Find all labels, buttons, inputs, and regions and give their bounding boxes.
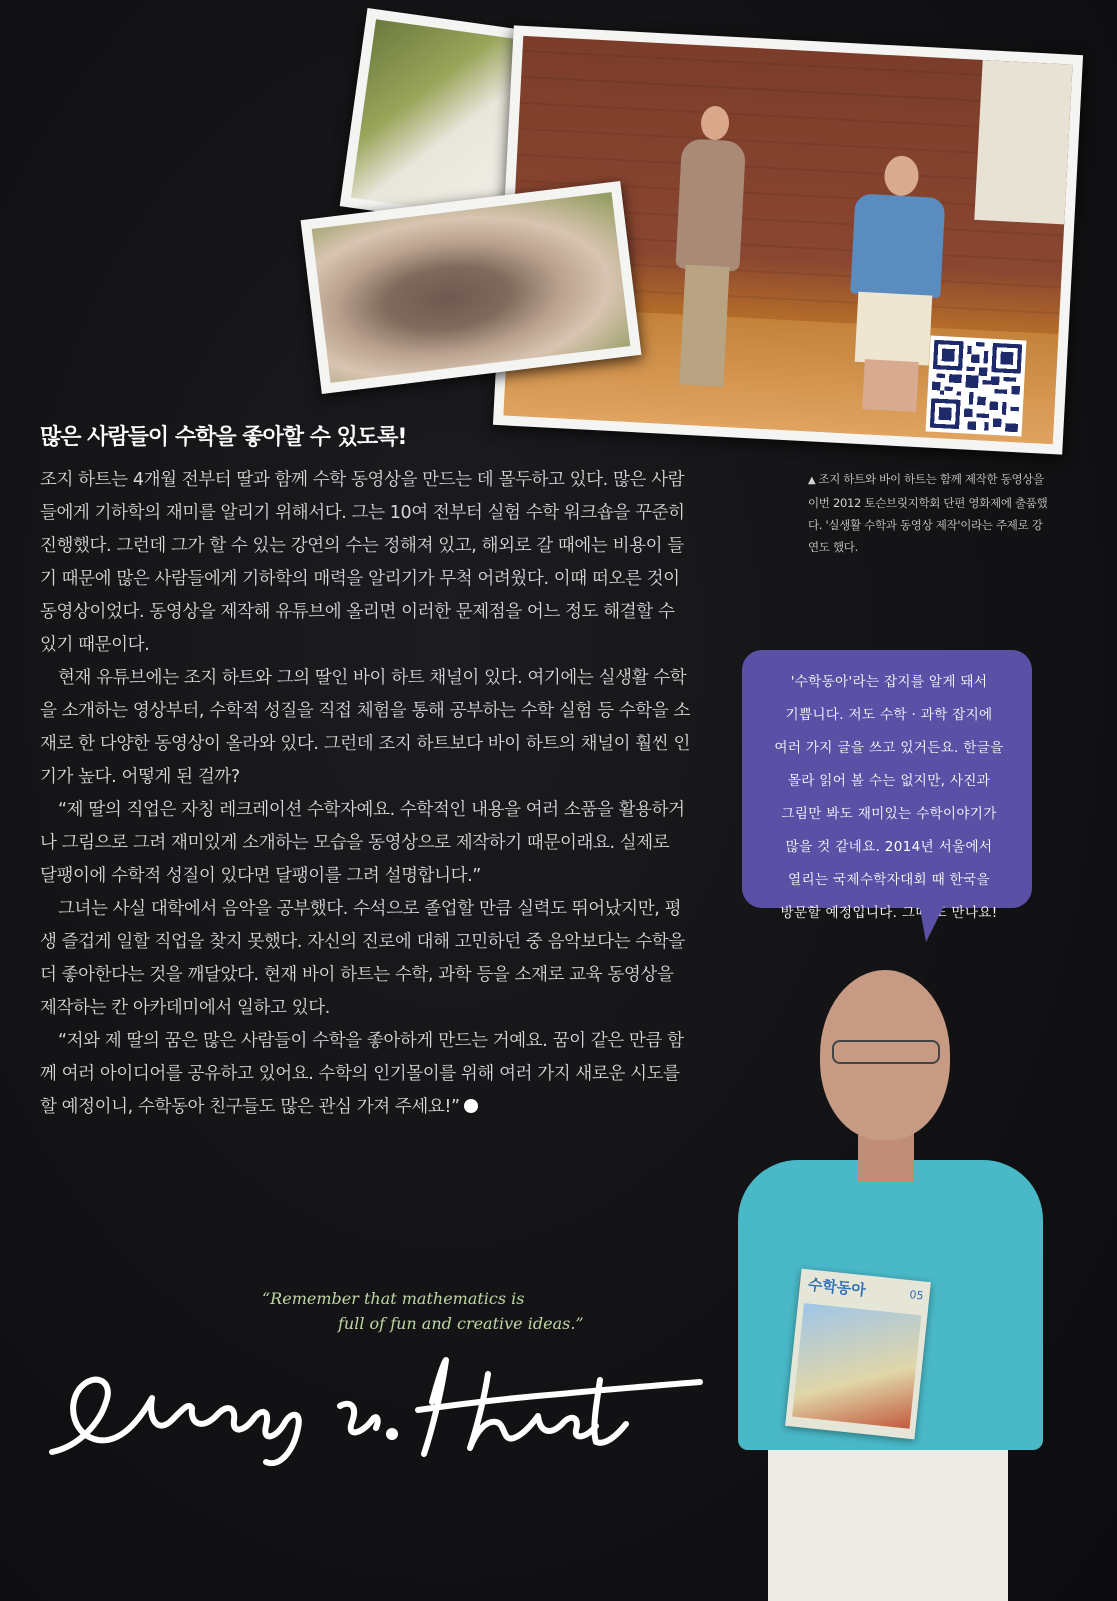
article-heading: 많은 사람들이 수학을 좋아할 수 있도록!: [40, 425, 407, 450]
article-body: [40, 464, 690, 1124]
quote: [262, 1286, 602, 1336]
magazine-title: 수학동아: [807, 1275, 867, 1300]
bubble-message: '수학동아'라는 잡지를 알게 돼서 기쁩니다. 저도 수학 · 과학 잡지에 여러 가지 글을 쓰고 있거든요. 한글을 몰라 읽어 볼 수는 없지만, 사진과 그림만 봐도 재미있는 수학이야기가 많을 것 같네요. 2014년 서울에서 열리는 국제수학자대회 때 한국을 방문할 예정입니다. 그때 또 만나요!: [774, 674, 1004, 921]
triangle-marker-icon: ▲: [808, 475, 816, 486]
magazine-cover: [785, 1269, 931, 1440]
person-daughter: [655, 104, 760, 398]
article-paragraph-last: “저와 제 딸의 꿈은 많은 사람들이 수학을 좋아하게 만드는 거예요. 꿈이 같은 만큼 함께 여러 아이디어를 공유하고 있어요. 수학의 인기몰이를 위해 여러 가지 새로운 시도를 할 예정이니, 수학동아 친구들도 많은 관심 가져 주세요!”: [40, 1031, 684, 1117]
qr-code[interactable]: [926, 336, 1027, 437]
article-paragraph: 그녀는 사실 대학에서 음악을 공부했다. 수석으로 졸업할 만큼 실력도 뛰어났지만, 평생 즐겁게 일할 직업을 찾지 못했다. 자신의 진로에 대해 고민하던 중 음악보다는 수학을 더 좋아한다는 것을 깨달았다. 현재 바이 하트는 수학, 과학 등을 소재로 교육 동영상을 제작하는 칸 아카데미에서 일하고 있다.: [40, 899, 685, 1018]
portrait-george-hart: [728, 940, 1117, 1601]
quote-line-2: full of fun and creative ideas.”: [338, 1314, 584, 1333]
photo-caption: [808, 468, 1048, 558]
signature-george-hart: [40, 1350, 730, 1470]
end-mark-icon: [464, 1099, 478, 1113]
magazine-issue: 05: [908, 1288, 925, 1303]
speech-bubble: [742, 650, 1032, 921]
quote-line-1: “Remember that mathematics is: [262, 1289, 525, 1308]
article-paragraph: 현재 유튜브에는 조지 하트와 그의 딸인 바이 하트 채널이 있다. 여기에는 실생활 수학을 소개하는 영상부터, 수학적 성질을 직접 체험을 통해 공부하는 수학 실험 등 수학을 소재로 한 다양한 동영상이 올라와 있다. 그런데 조지 하트보다 바이 하트의 채널이 훨씬 인기가 높다. 어떻게 된 걸까?: [40, 668, 690, 787]
speech-bubble-tail: [918, 898, 948, 942]
article-paragraph: “제 딸의 직업은 자칭 레크레이션 수학자예요. 수학적인 내용을 여러 소품을 활용하거나 그림으로 그려 재미있게 소개하는 모습을 동영상으로 제작하기 때문이래요. 실제로 달팽이에 수학적 성질이 있다면 달팽이를 그려 설명합니다.”: [40, 800, 685, 886]
glasses: [832, 1040, 940, 1064]
caption-text: 조지 하트와 바이 하트는 함께 제작한 동영상을 이번 2012 토슨브릿지학회 단편 영화제에 출품했다. '실생활 수학과 동영상 제작'이라는 주제로 강연도 했다.: [808, 472, 1048, 554]
article-paragraph: 조지 하트는 4개월 전부터 딸과 함께 수학 동영상을 만드는 데 몰두하고 있다. 많은 사람들에게 기하학의 재미를 알리기 위해서다. 그는 10여 전부터 실험 수학 워크숍을 꾸준히 진행했다. 그런데 그가 할 수 있는 강연의 수는 정해져 있고, 해외로 갈 때에는 비용이 들기 때문에 많은 사람들에게 기하학의 매력을 알리기가 무척 어려웠다. 이때 떠오른 것이 동영상이었다. 동영상을 제작해 유튜브에 올리면 이러한 문제점을 어느 정도 해결할 수 있기 때문이다.: [40, 470, 685, 655]
